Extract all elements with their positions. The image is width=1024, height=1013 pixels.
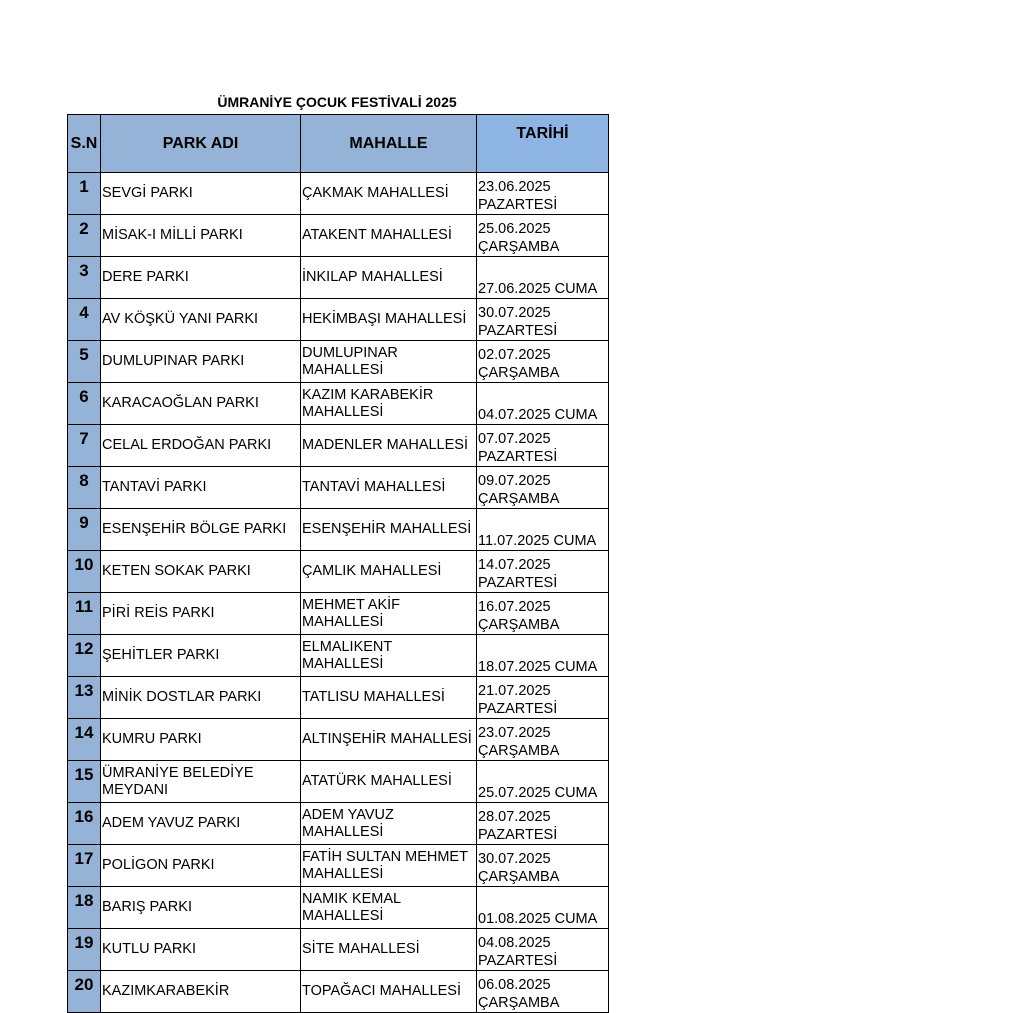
park-name-cell: KETEN SOKAK PARKI	[101, 551, 301, 593]
neighborhood-cell: ADEM YAVUZ MAHALLESİ	[301, 803, 477, 845]
date-cell: 09.07.2025 ÇARŞAMBA	[477, 467, 609, 509]
neighborhood-cell: SİTE MAHALLESİ	[301, 929, 477, 971]
row-number: 7	[68, 425, 101, 467]
date-cell: 02.07.2025 ÇARŞAMBA	[477, 341, 609, 383]
neighborhood-cell: HEKİMBAŞI MAHALLESİ	[301, 299, 477, 341]
park-name-cell: KAZIMKARABEKİR	[101, 971, 301, 1013]
row-number: 5	[68, 341, 101, 383]
table-row	[68, 509, 609, 551]
table-row	[68, 341, 609, 383]
date-cell: 18.07.2025 CUMA	[477, 635, 609, 677]
neighborhood-cell: MEHMET AKİF MAHALLESİ	[301, 593, 477, 635]
date-cell: 11.07.2025 CUMA	[477, 509, 609, 551]
header-neighborhood: MAHALLE	[301, 115, 477, 173]
date-cell: 04.07.2025 CUMA	[477, 383, 609, 425]
row-number: 17	[68, 845, 101, 887]
table-row	[68, 299, 609, 341]
neighborhood-cell: NAMIK KEMAL MAHALLESİ	[301, 887, 477, 929]
table-row	[68, 383, 609, 425]
park-name-cell: ESENŞEHİR BÖLGE PARKI	[101, 509, 301, 551]
date-cell: 07.07.2025 PAZARTESİ	[477, 425, 609, 467]
table-row	[68, 719, 609, 761]
row-number: 13	[68, 677, 101, 719]
row-number: 14	[68, 719, 101, 761]
park-name-cell: PİRİ REİS PARKI	[101, 593, 301, 635]
table-row	[68, 971, 609, 1013]
table-header-row	[68, 115, 609, 173]
table-row	[68, 467, 609, 509]
table-row	[68, 677, 609, 719]
date-cell: 16.07.2025 ÇARŞAMBA	[477, 593, 609, 635]
table-row	[68, 761, 609, 803]
row-number: 1	[68, 173, 101, 215]
table-row	[68, 929, 609, 971]
date-cell: 25.07.2025 CUMA	[477, 761, 609, 803]
row-number: 20	[68, 971, 101, 1013]
park-name-cell: KUTLU PARKI	[101, 929, 301, 971]
festival-schedule-table	[67, 114, 609, 1013]
neighborhood-cell: TATLISU MAHALLESİ	[301, 677, 477, 719]
row-number: 8	[68, 467, 101, 509]
neighborhood-cell: MADENLER MAHALLESİ	[301, 425, 477, 467]
neighborhood-cell: ELMALIKENT MAHALLESİ	[301, 635, 477, 677]
table-row	[68, 803, 609, 845]
park-name-cell: SEVGİ PARKI	[101, 173, 301, 215]
park-name-cell: BARIŞ PARKI	[101, 887, 301, 929]
date-cell: 23.07.2025 ÇARŞAMBA	[477, 719, 609, 761]
table-row	[68, 635, 609, 677]
park-name-cell: KUMRU PARKI	[101, 719, 301, 761]
park-name-cell: ŞEHİTLER PARKI	[101, 635, 301, 677]
park-name-cell: ÜMRANİYE BELEDİYE MEYDANI	[101, 761, 301, 803]
table-row	[68, 215, 609, 257]
row-number: 16	[68, 803, 101, 845]
neighborhood-cell: DUMLUPINAR MAHALLESİ	[301, 341, 477, 383]
row-number: 6	[68, 383, 101, 425]
park-name-cell: KARACAOĞLAN PARKI	[101, 383, 301, 425]
date-cell: 14.07.2025 PAZARTESİ	[477, 551, 609, 593]
row-number: 15	[68, 761, 101, 803]
neighborhood-cell: ATAKENT MAHALLESİ	[301, 215, 477, 257]
table-row	[68, 173, 609, 215]
neighborhood-cell: ATATÜRK MAHALLESİ	[301, 761, 477, 803]
row-number: 10	[68, 551, 101, 593]
date-cell: 28.07.2025 PAZARTESİ	[477, 803, 609, 845]
date-cell: 30.07.2025 ÇARŞAMBA	[477, 845, 609, 887]
row-number: 11	[68, 593, 101, 635]
date-cell: 23.06.2025 PAZARTESİ	[477, 173, 609, 215]
table-body	[68, 173, 609, 1013]
row-number: 3	[68, 257, 101, 299]
table-row	[68, 425, 609, 467]
neighborhood-cell: KAZIM KARABEKİR MAHALLESİ	[301, 383, 477, 425]
neighborhood-cell: İNKILAP MAHALLESİ	[301, 257, 477, 299]
neighborhood-cell: ÇAMLIK MAHALLESİ	[301, 551, 477, 593]
date-cell: 06.08.2025 ÇARŞAMBA	[477, 971, 609, 1013]
neighborhood-cell: ÇAKMAK MAHALLESİ	[301, 173, 477, 215]
table-row	[68, 257, 609, 299]
park-name-cell: MİSAK-I MİLLİ PARKI	[101, 215, 301, 257]
park-name-cell: ADEM YAVUZ PARKI	[101, 803, 301, 845]
row-number: 18	[68, 887, 101, 929]
header-park-name: PARK ADI	[101, 115, 301, 173]
document-title: ÜMRANİYE ÇOCUK FESTİVALİ 2025	[217, 94, 457, 110]
header-sn: S.N	[68, 115, 101, 173]
date-cell: 04.08.2025 PAZARTESİ	[477, 929, 609, 971]
row-number: 19	[68, 929, 101, 971]
table-row	[68, 845, 609, 887]
date-cell: 27.06.2025 CUMA	[477, 257, 609, 299]
park-name-cell: AV KÖŞKÜ YANI PARKI	[101, 299, 301, 341]
row-number: 9	[68, 509, 101, 551]
neighborhood-cell: FATİH SULTAN MEHMET MAHALLESİ	[301, 845, 477, 887]
park-name-cell: DUMLUPINAR PARKI	[101, 341, 301, 383]
date-cell: 30.07.2025 PAZARTESİ	[477, 299, 609, 341]
date-cell: 01.08.2025 CUMA	[477, 887, 609, 929]
table-row	[68, 887, 609, 929]
park-name-cell: TANTAVİ PARKI	[101, 467, 301, 509]
table-row	[68, 593, 609, 635]
date-cell: 25.06.2025 ÇARŞAMBA	[477, 215, 609, 257]
row-number: 4	[68, 299, 101, 341]
neighborhood-cell: ALTINŞEHİR MAHALLESİ	[301, 719, 477, 761]
park-name-cell: POLİGON PARKI	[101, 845, 301, 887]
row-number: 12	[68, 635, 101, 677]
neighborhood-cell: TANTAVİ MAHALLESİ	[301, 467, 477, 509]
neighborhood-cell: ESENŞEHİR MAHALLESİ	[301, 509, 477, 551]
header-date: TARİHİ	[477, 115, 609, 173]
park-name-cell: CELAL ERDOĞAN PARKI	[101, 425, 301, 467]
date-cell: 21.07.2025 PAZARTESİ	[477, 677, 609, 719]
row-number: 2	[68, 215, 101, 257]
park-name-cell: DERE PARKI	[101, 257, 301, 299]
neighborhood-cell: TOPAĞACI MAHALLESİ	[301, 971, 477, 1013]
table-row	[68, 551, 609, 593]
park-name-cell: MİNİK DOSTLAR PARKI	[101, 677, 301, 719]
